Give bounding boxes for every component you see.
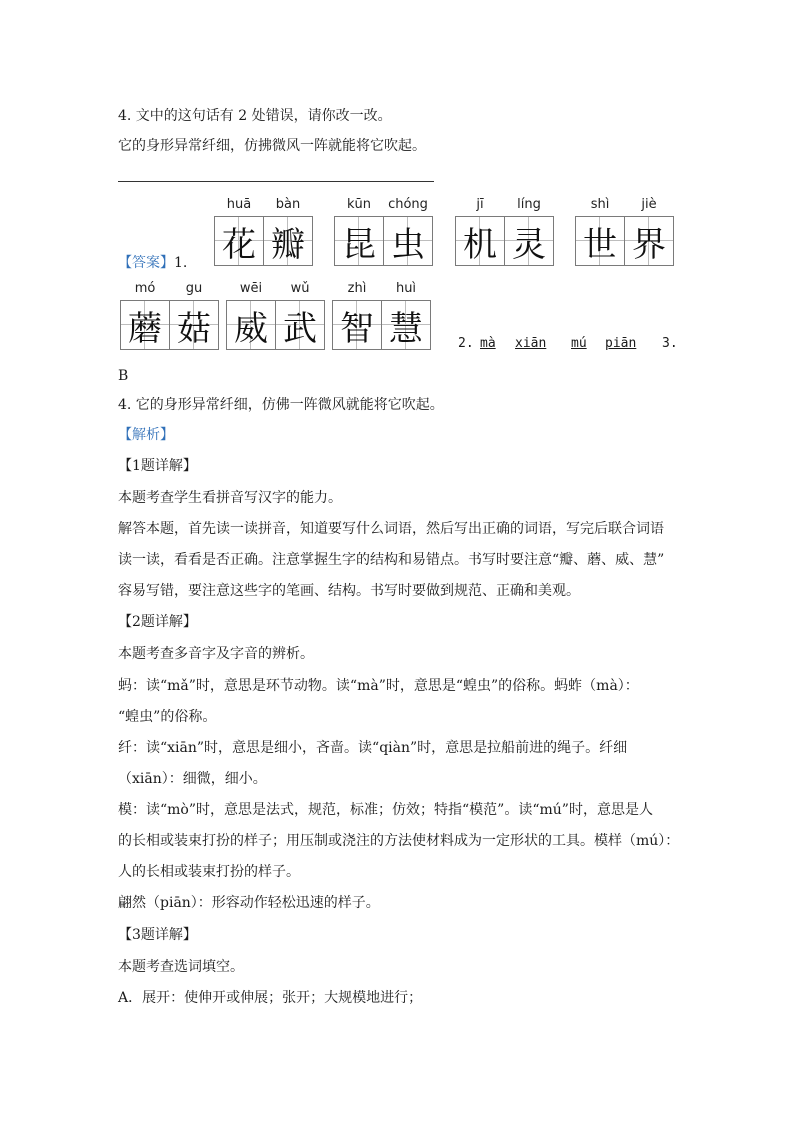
section-1-para: 解答本题，首先读一读拼音，知道要写什么词语，然后写出正确的词语，写完后联合词语 — [118, 521, 664, 537]
answer-q1-number: 1. — [174, 255, 188, 271]
section-2-para: 的长相或装束打扮的样子；用压制或浇注的方法使材料成为一定形状的工具。模样（mú）： — [118, 833, 680, 849]
question-4-sentence: 它的身形异常纤细，仿拂微风一阵就能将它吹起。 — [118, 138, 426, 154]
divider-line — [118, 181, 434, 182]
section-2-para: 人的长相或装束打扮的样子。 — [118, 864, 300, 880]
section-2-para: 翩然（piān）：形容动作轻松迅速的样子。 — [118, 895, 380, 911]
section-2-para: “蝗虫”的俗称。 — [118, 709, 217, 725]
section-1-para: 容易写错，要注意这些字的笔画、结构。书写时要做到规范、正确和美观。 — [118, 583, 580, 599]
section-1-para: 读一读，看看是否正确。注意掌握生字的结构和易错点。书写时要注意“瓣、蘑、威、慧” — [118, 552, 665, 568]
pinyin-label: shì — [590, 197, 610, 212]
section-3-title: 【3题详解】 — [118, 927, 197, 943]
tianzi-cell: 菇 — [169, 300, 219, 350]
pinyin-label: líng — [517, 197, 541, 212]
answer-q2-number: 2. — [458, 336, 474, 351]
pinyin-label: gu — [185, 281, 203, 296]
answer-label — [118, 253, 187, 273]
section-2-para: 模：读“mò”时，意思是法式，规范，标准；仿效；特指“模范”。读“mú”时，意思是人 — [118, 802, 653, 818]
section-2-para: 纤：读“xiān”时，意思是细小，吝啬。读“qiàn”时，意思是拉船前进的绳子。纤细 — [118, 740, 628, 756]
tianzi-cell: 昆 — [334, 216, 384, 266]
tianzi-cell: 机 — [455, 216, 505, 266]
section-2-title: 【2题详解】 — [118, 614, 197, 630]
section-2-para: （xiān）：细微，细小。 — [118, 771, 267, 787]
answer-q3-number: 3. — [662, 336, 678, 351]
answer-tag: 【答案】 — [118, 255, 174, 271]
pinyin-label: jī — [476, 197, 484, 212]
tianzi-cell: 灵 — [504, 216, 554, 266]
answer-q4: 4. 它的身形异常纤细，仿佛一阵微风就能将它吹起。 — [118, 397, 444, 413]
section-2-para: 本题考查多音字及字音的辨析。 — [118, 646, 314, 662]
tianzi-cell: 虫 — [383, 216, 433, 266]
section-3-para: 本题考查选词填空。 — [118, 959, 244, 975]
section-1-para: 本题考查学生看拼音写汉字的能力。 — [118, 490, 342, 506]
tianzi-cell: 界 — [624, 216, 674, 266]
pinyin-label: bàn — [275, 197, 301, 212]
tianzi-cell: 武 — [275, 300, 325, 350]
pinyin-label: wǔ — [290, 281, 310, 296]
answer-q3: B — [118, 368, 129, 384]
pinyin-label: chóng — [388, 197, 428, 212]
tianzi-cell: 花 — [214, 216, 264, 266]
pinyin-label: zhì — [347, 281, 367, 296]
pinyin-label: huā — [226, 197, 252, 212]
tianzi-cell: 慧 — [381, 300, 431, 350]
tianzi-cell: 瓣 — [263, 216, 313, 266]
answer-q2-blank: mà — [480, 336, 496, 351]
answer-q2-blank: xiān — [515, 336, 547, 351]
pinyin-label: wēi — [239, 281, 263, 296]
analysis-tag: 【解析】 — [118, 427, 174, 443]
pinyin-label: kūn — [346, 197, 371, 212]
section-1-title: 【1题详解】 — [118, 458, 197, 474]
section-3-para: A．展开：使伸开或伸展；张开；大规模地进行； — [118, 990, 423, 1006]
tianzi-cell: 威 — [226, 300, 276, 350]
tianzi-cell: 世 — [575, 216, 625, 266]
tianzi-cell: 智 — [332, 300, 382, 350]
question-4-prompt: 4. 文中的这句话有 2 处错误，请你改一改。 — [118, 108, 392, 124]
answer-q2-blank: mú — [571, 336, 587, 351]
answer-q2-blank: piān — [605, 336, 637, 351]
pinyin-label: jiè — [641, 197, 657, 212]
section-2-para: 蚂：读“mǎ”时，意思是环节动物。读“mà”时，意思是“蝗虫”的俗称。蚂蚱（mà）： — [118, 678, 639, 694]
tianzi-cell: 蘑 — [120, 300, 170, 350]
pinyin-label: huì — [395, 281, 417, 296]
pinyin-label: mó — [134, 281, 156, 296]
